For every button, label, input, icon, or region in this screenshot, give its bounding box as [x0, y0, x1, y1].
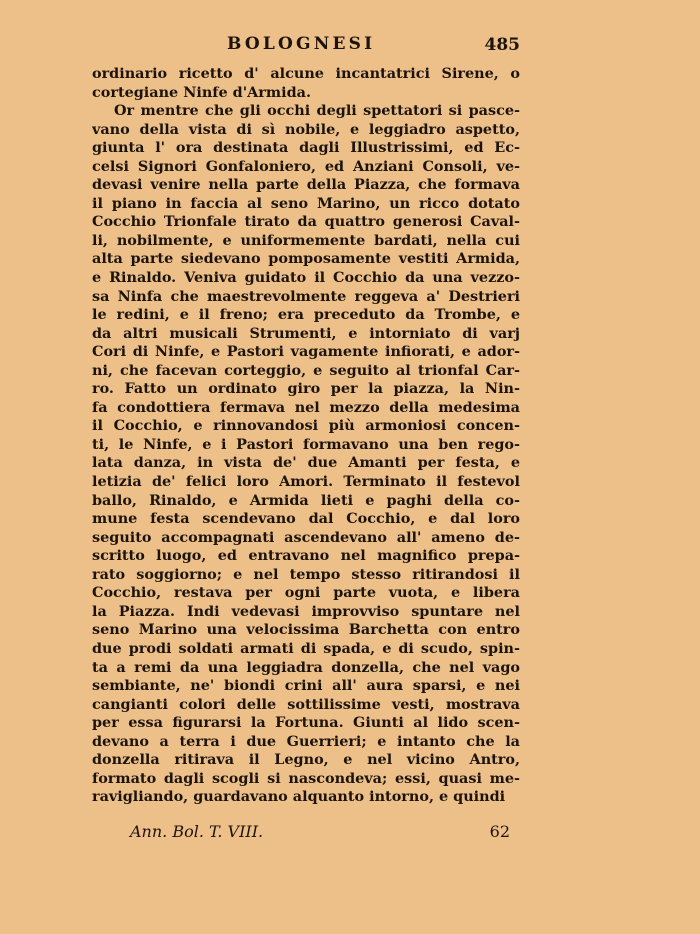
text-line: ta a remi da una leggiadra donzella, che nel vago [92, 658, 520, 676]
text-line: per essa figurarsi la Fortuna. Giunti al lido scen- [92, 714, 520, 732]
text-line: ti, le Ninfe, e i Pastori formavano una ben rego- [92, 435, 520, 453]
running-head-title: BOLOGNESI [227, 34, 376, 54]
text-line: sembiante, ne' biondi crini all' aura sparsi, e nei [92, 677, 520, 695]
running-head [92, 34, 520, 56]
text-line: le redini, e il freno; era preceduto da Trombe, e [92, 306, 520, 324]
text-line: giunta l' ora destinata dagli Illustrissimi, ed Ec- [92, 139, 520, 157]
text-line: la Piazza. Indi vedevasi improvviso spuntare nel [92, 602, 520, 620]
text-line: Or mentre che gli occhi degli spettatori si pasce- [114, 102, 520, 120]
text-line: da altri musicali Strumenti, e intorniato di varj [92, 324, 520, 342]
text-line: il piano in faccia al seno Marino, un ricco dotato [92, 194, 520, 212]
text-line: ni, che facevan corteggio, e seguito al trionfal Car- [92, 361, 520, 379]
signature-mark: Ann. Bol. T. VIII. [130, 822, 264, 841]
text-line: due prodi soldati armati di spada, e di scudo, spin- [92, 639, 520, 657]
text-line: li, nobilmente, e uniformemente bardati, nella cui [92, 231, 520, 249]
text-line: cangianti colori delle sottilissime vesti, mostrava [92, 695, 520, 713]
text-line: cortegiane Ninfe d'Armida. [92, 83, 311, 101]
text-line: Cocchio, restava per ogni parte vuota, e libera [92, 584, 520, 602]
text-line: Cocchio Trionfale tirato da quattro generosi Caval- [92, 213, 520, 231]
printer-signature [130, 822, 520, 844]
text-line: ravigliando, guardavano alquanto intorno, e quindi [92, 788, 506, 806]
text-line: mune festa scendevano dal Cocchio, e dal loro [92, 510, 520, 528]
text-line: il Cocchio, e rinnovandosi più armoniosi concen- [92, 417, 520, 435]
text-line: lata danza, in vista de' due Amanti per festa, e [92, 454, 520, 472]
text-line: seno Marino una velocissima Barchetta con entro [92, 621, 520, 639]
text-line: vano della vista di sì nobile, e leggiadro aspetto, [92, 120, 520, 138]
text-line: donzella ritirava il Legno, e nel vicino Antro, [92, 751, 520, 769]
text-line: seguito accompagnati ascendevano all' ameno de- [92, 528, 520, 546]
page-number: 485 [484, 35, 520, 55]
text-line: ro. Fatto un ordinato giro per la piazza, la Nin- [92, 380, 520, 398]
text-line: Cori di Ninfe, e Pastori vagamente infiorati, e ador- [92, 343, 520, 361]
body-text [92, 65, 520, 807]
text-line: devasi venire nella parte della Piazza, che formava [92, 176, 520, 194]
text-line: ordinario ricetto d' alcune incantatrici Sirene, o [92, 65, 520, 82]
text-line: alta parte siedevano pomposamente vestiti Armida, [92, 250, 520, 268]
text-line: scritto luogo, ed entravano nel magnifico prepa- [92, 547, 520, 565]
text-line: fa condottiera fermava nel mezzo della medesima [92, 398, 520, 416]
text-line: formato dagli scogli si nascondeva; essi, quasi me- [92, 769, 520, 787]
text-line: e Rinaldo. Veniva guidato il Cocchio da una vezzo- [92, 269, 520, 287]
text-line: rato soggiorno; e nel tempo stesso ritirandosi il [92, 565, 520, 583]
text-line: letizia de' felici loro Amori. Terminato il festevol [92, 473, 520, 491]
text-line: devano a terra i due Guerrieri; e intanto che la [92, 732, 520, 750]
text-line: ballo, Rinaldo, e Armida lieti e paghi della co- [92, 491, 520, 509]
gathering-number: 62 [489, 822, 510, 841]
text-line: sa Ninfa che maestrevolmente reggeva a' Destrieri [92, 287, 520, 305]
text-line: celsi Signori Gonfaloniero, ed Anziani Consoli, ve- [92, 157, 520, 175]
